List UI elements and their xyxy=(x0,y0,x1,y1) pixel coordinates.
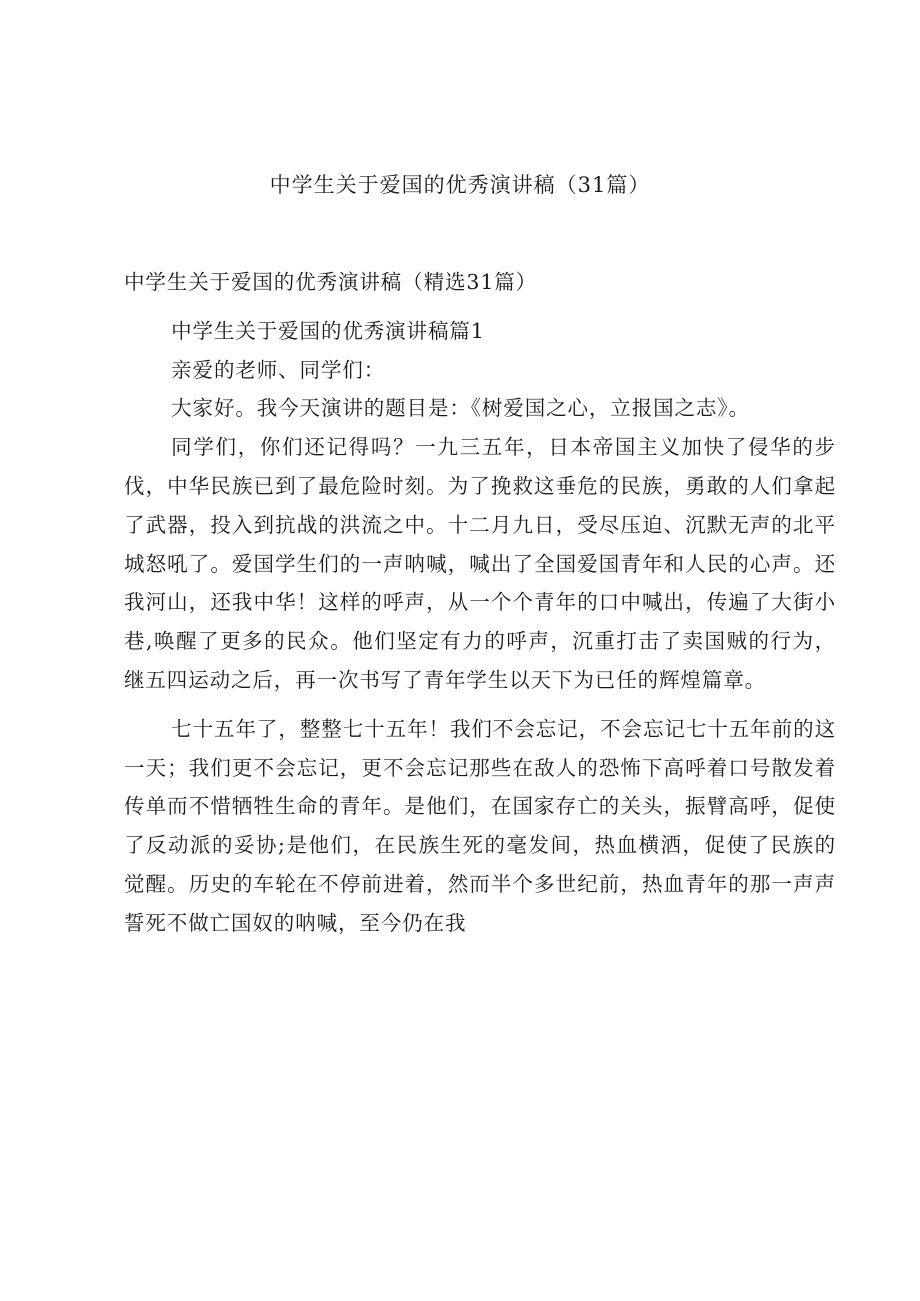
paragraph-intro: 大家好。我今天演讲的题目是：《树爱国之心，立报国之志》。 xyxy=(171,396,750,421)
document-body xyxy=(124,263,836,943)
document-subtitle: 中学生关于爱国的优秀演讲稿（精选31篇） xyxy=(124,270,538,294)
section-heading: 中学生关于爱国的优秀演讲稿篇1 xyxy=(171,318,485,343)
paragraph-history: 同学们，你们还记得吗？一九三五年，日本帝国主义加快了侵华的步伐，中华民族已到了最危险时刻。为了挽救这垂危的民族，勇敢的人们拿起了武器，投入到抗战的洪流之中。十二月九日，受尽压迫、沉默无声的北平城怒吼了。爱国学生们的一声呐喊，喊出了全国爱国青年和人民的心声。还我河山，还我中华！这样的呼声，从一个个青年的口中喊出，传遍了大街小巷,唤醒了更多的民众。他们坚定有力的呼声，沉重打击了卖国贼的行为，继五四运动之后，再一次书写了青年学生以天下为已任的辉煌篇章。 xyxy=(124,435,836,692)
document-title: 中学生关于爱国的优秀演讲稿（31篇） xyxy=(269,173,651,197)
paragraph-remembrance: 七十五年了，整整七十五年！我们不会忘记，不会忘记七十五年前的这一天；我们更不会忘记，更不会忘记那些在敌人的恐怖下高呼着口号散发着传单而不惜牺牲生命的青年。是他们，在国家存亡的关头，振臂高呼，促使了反动派的妥协;是他们，在民族生死的毫发间，热血横洒，促使了民族的觉醒。历史的车轮在不停前进着，然而半个多世纪前，热血青年的那一声声誓死不做亡国奴的呐喊，至今仍在我 xyxy=(124,716,836,935)
salutation: 亲爱的老师、同学们： xyxy=(171,357,386,382)
